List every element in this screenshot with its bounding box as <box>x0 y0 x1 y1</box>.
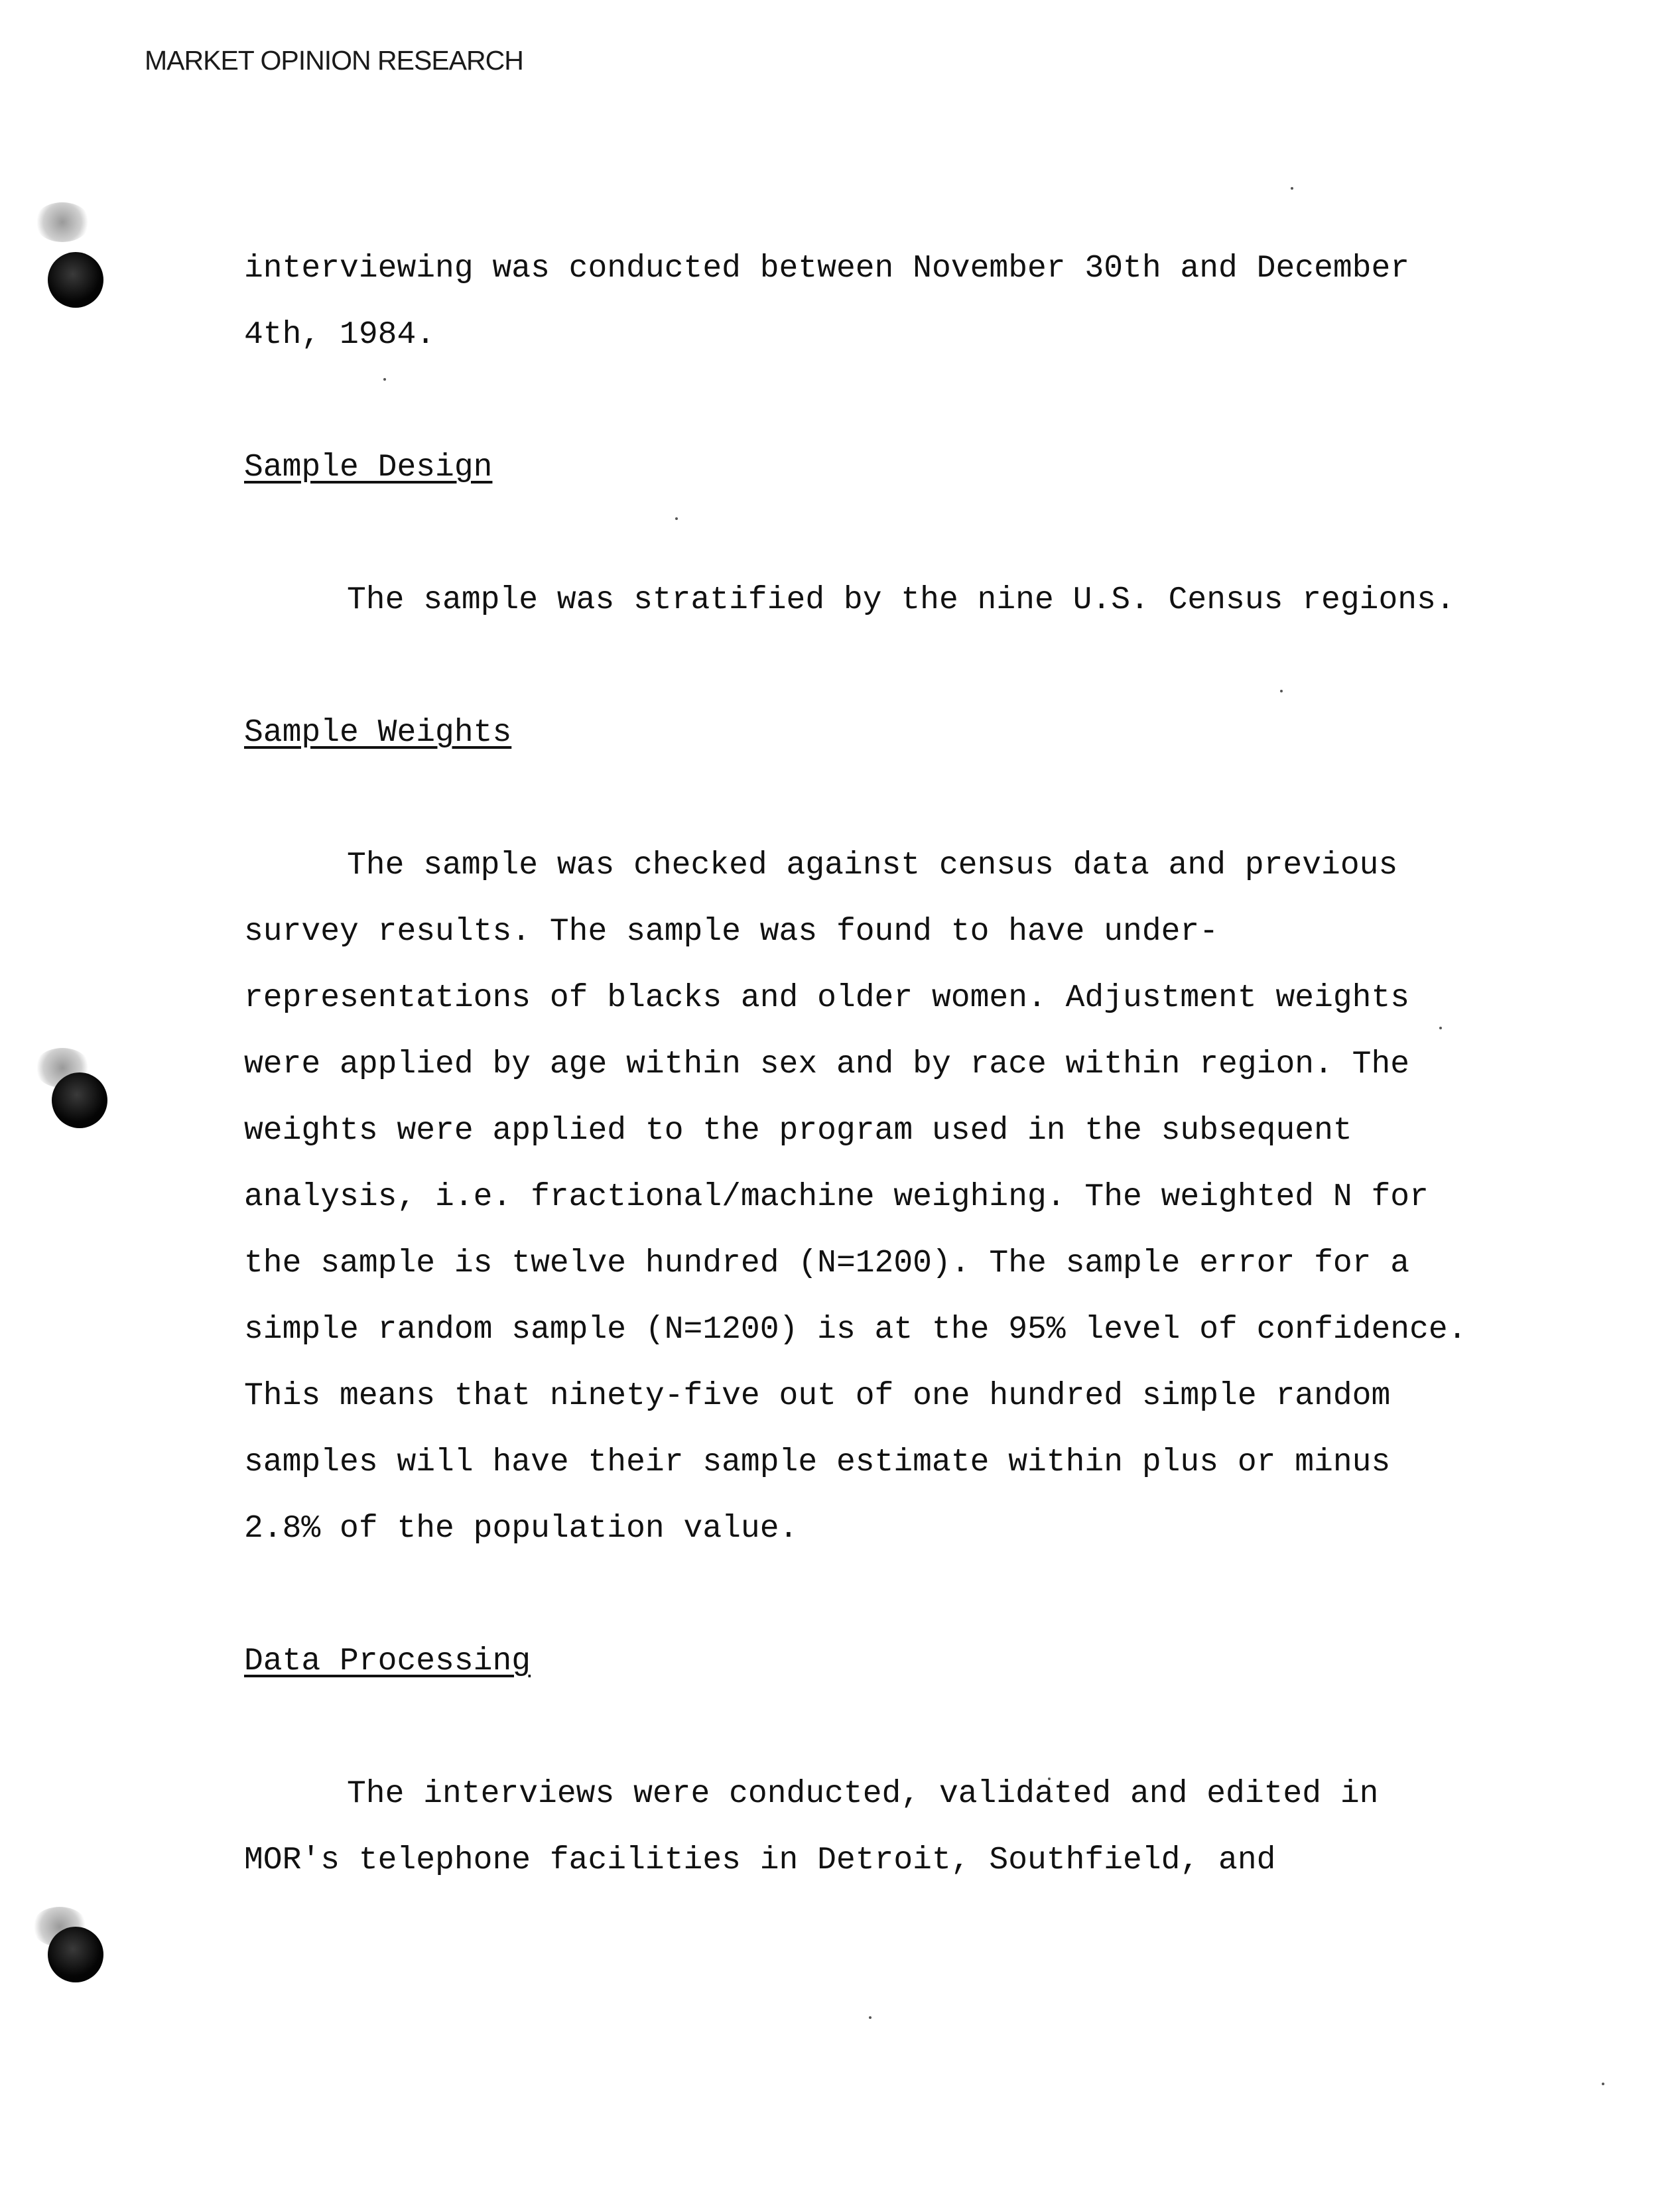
data-processing-paragraph: The interviews were conducted, validated and edited in MOR's telephone facilities in Detroit, Southfield, and <box>244 1776 1379 1878</box>
document-body <box>244 235 1484 1894</box>
punch-hole-bottom <box>48 1927 103 1982</box>
punch-hole-middle <box>52 1072 107 1128</box>
sample-weights-heading <box>244 700 1484 766</box>
punch-hole-shadow-top <box>34 202 90 242</box>
sample-design-paragraph: The sample was stratified by the nine U.S. Census regions. <box>347 582 1455 618</box>
intro-paragraph: interviewing was conducted between November 30th and December 4th, 1984. <box>244 251 1410 353</box>
scan-speck <box>1291 187 1293 190</box>
sample-design-heading-text: Sample Design <box>244 450 493 485</box>
data-processing-heading-text: Data Processing <box>244 1644 531 1679</box>
scan-speck <box>1602 2083 1604 2085</box>
letterhead: MARKET OPINION RESEARCH <box>145 45 523 76</box>
punch-hole-top <box>48 252 103 308</box>
scan-speck <box>869 2016 872 2019</box>
sample-design-heading <box>244 434 1484 501</box>
sample-weights-paragraph: The sample was checked against census data and previous survey results. The sample was found to have under-representations of blacks and older women. Adjustment weights were applied by age within sex and by race within region. The weights were applied to the program used in the subsequent analysis, i.e. fractional/machine weighing. The weighted N for the sample is twelve hundred (N=1200). The sample error for a simple random sample (N=1200) is at the 95% level of confidence. This means that ninety-five out of one hundred simple random samples will have their sample estimate within plus or minus 2.8% of the population value. <box>244 848 1467 1547</box>
sample-weights-heading-text: Sample Weights <box>244 715 512 751</box>
data-processing-heading <box>244 1628 1484 1695</box>
